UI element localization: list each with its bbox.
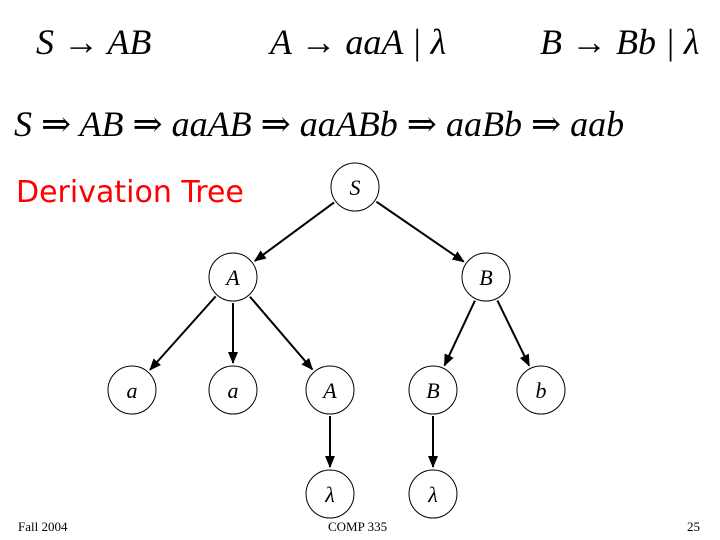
tree-node-B2 — [409, 366, 457, 414]
edge-S-to-B1 — [376, 202, 463, 262]
tree-node-a2 — [209, 366, 257, 414]
tree-node-A2 — [306, 366, 354, 414]
node-label: a — [126, 378, 138, 403]
diagram-title: Derivation Tree — [16, 175, 244, 210]
grammar-rule-b: B → Bb | λ — [540, 22, 700, 62]
edge-S-to-A1 — [255, 202, 334, 261]
footer-page-number: 25 — [687, 519, 700, 534]
tree-node-lambda1 — [306, 470, 354, 518]
edge-A1-to-a1 — [150, 296, 216, 369]
node-label: λ — [325, 482, 335, 507]
grammar-rule-a: A → aaA | λ — [270, 22, 447, 62]
node-label: B — [479, 265, 493, 290]
tree-node-S — [331, 163, 379, 211]
edge-B1-to-B2 — [444, 301, 474, 366]
node-label: b — [535, 378, 547, 403]
node-label: A — [323, 378, 337, 403]
node-label: A — [226, 265, 240, 290]
grammar-rule-s: S → AB — [36, 22, 152, 62]
node-label: B — [426, 378, 440, 403]
edge-B1-to-b1 — [497, 300, 529, 365]
footer-date: Fall 2004 — [18, 519, 68, 534]
node-label: a — [227, 378, 239, 403]
node-label: λ — [428, 482, 438, 507]
tree-node-b1 — [517, 366, 565, 414]
node-label: S — [349, 175, 361, 200]
derivation-sequence: S ⇒ AB ⇒ aaAB ⇒ aaABb ⇒ aaBb ⇒ aab — [14, 104, 625, 144]
tree-node-lambda2 — [409, 470, 457, 518]
tree-node-B1 — [462, 253, 510, 301]
tree-node-a1 — [108, 366, 156, 414]
footer-course: COMP 335 — [328, 519, 388, 534]
tree-node-A1 — [209, 253, 257, 301]
edge-A1-to-A2 — [250, 297, 312, 370]
